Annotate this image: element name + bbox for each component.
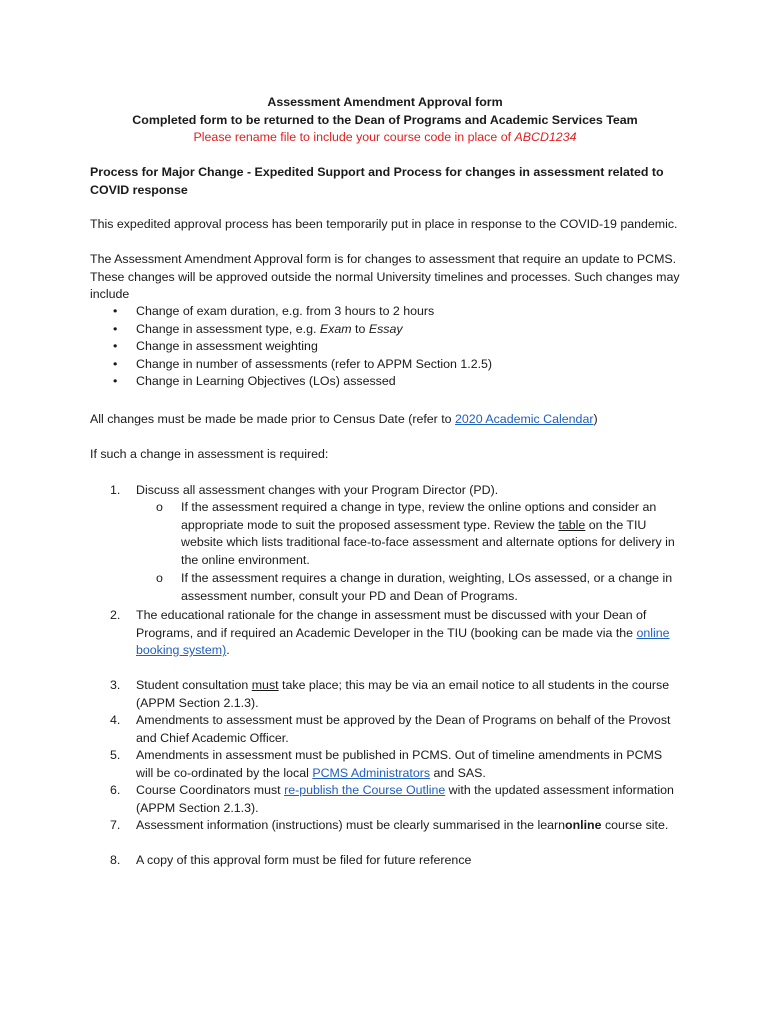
step-5 xyxy=(90,747,680,782)
census-text: All changes must be made be made prior to Census Date (refer to xyxy=(90,412,456,426)
step-8 xyxy=(90,852,680,870)
step-1 xyxy=(90,482,680,500)
must-word: must xyxy=(251,678,279,692)
process-heading: Process for Major Change - Expedited Support and Process for changes in assessment related to COVID response xyxy=(90,165,664,197)
step-6 xyxy=(90,782,680,817)
sub-text: If the assessment requires a change in duration, weighting, LOs assessed, or a change in assessment number, consult your PD and Dean of Programs. xyxy=(181,571,673,603)
learnonline-bold: online xyxy=(565,818,602,832)
sub-text-prefix: If the assessment required a change in type, review the online options and consider an appropriate mode to suit the proposed assessment type. Review the xyxy=(181,500,657,532)
list-item: • Change of exam duration, e.g. from 3 hours to 2 hours xyxy=(90,303,690,321)
list-item: • Change in assessment weighting xyxy=(90,338,690,356)
step-text-suffix: and SAS. xyxy=(430,765,486,780)
step-number: 1. xyxy=(110,483,121,497)
form-title: Assessment Amendment Approval form xyxy=(267,95,503,109)
census-suffix: ) xyxy=(593,412,598,426)
sub-text-suffix: on the TIU website which lists traditional face-to-face assessment and alternate options for delivery in the online environment. xyxy=(181,517,675,567)
step-1-subitem-type xyxy=(156,499,686,569)
step-number: 6. xyxy=(110,783,121,797)
course-code-placeholder: ABCD1234 xyxy=(514,130,577,144)
step-text-prefix: Assessment information (instructions) must be clearly summarised in the learn xyxy=(136,818,566,832)
changes-list xyxy=(90,303,690,391)
sub-bullet: o xyxy=(156,571,163,585)
online-booking-link[interactable]: online booking system) xyxy=(136,625,670,658)
list-item: • Change in number of assessments (refer to APPM Section 1.2.5) xyxy=(90,356,690,374)
step-text: A copy of this approval form must be filed for future reference xyxy=(136,853,472,867)
step-number: 3. xyxy=(110,678,121,692)
step-4 xyxy=(90,712,680,747)
step-text-suffix: course site. xyxy=(601,818,669,832)
step-text: Discuss all assessment changes with your Program Director (PD). xyxy=(136,483,499,497)
step-text xyxy=(136,677,680,712)
list-item-exam: Exam xyxy=(319,321,352,336)
table-word: table xyxy=(558,517,586,532)
step-7 xyxy=(90,817,680,835)
step-number: 7. xyxy=(110,818,121,832)
intro-paragraph: This expedited approval process has been temporarily put in place in response to the COVID-19 pandemic. xyxy=(90,217,678,231)
step-text xyxy=(136,817,680,835)
list-item: • Change in Learning Objectives (LOs) assessed xyxy=(90,373,690,391)
sub-bullet: o xyxy=(156,500,163,514)
step-3 xyxy=(90,677,680,712)
list-item xyxy=(90,321,690,339)
rename-note-text: Please rename file to include your course code in place of xyxy=(193,130,515,144)
form-subtitle: Completed form to be returned to the Dean of Programs and Academic Services Team xyxy=(132,113,638,127)
step-number: 5. xyxy=(110,748,121,762)
step-text xyxy=(136,747,680,782)
step-number: 2. xyxy=(110,608,121,622)
pcms-administrators-link[interactable]: PCMS Administrators xyxy=(312,765,431,780)
step-text-suffix: with the updated assessment information (APPM Section 2.1.3). xyxy=(136,783,674,815)
step-text-suffix: take place; this may be via an email notice to all students in the course (APPM Section 2.1.3). xyxy=(136,678,670,710)
census-paragraph xyxy=(90,411,690,429)
republish-course-outline-link[interactable]: re-publish the Course Outline xyxy=(284,783,446,797)
required-intro: If such a change in assessment is required: xyxy=(90,447,329,461)
list-item-text: Change in assessment type, e.g. xyxy=(136,321,320,336)
list-item-essay: Essay xyxy=(368,321,403,336)
rename-note xyxy=(0,129,770,147)
step-2 xyxy=(90,607,680,660)
step-text-prefix: Student consultation xyxy=(136,678,252,692)
step-1-subitem-duration xyxy=(156,570,686,605)
step-text-prefix: Course Coordinators must xyxy=(136,783,285,797)
sub-text xyxy=(181,499,686,569)
step-number: 4. xyxy=(110,713,121,727)
list-item-to: to xyxy=(351,321,369,336)
step-text: Amendments to assessment must be approved by the Dean of Programs on behalf of the Provost and Chief Academic Officer. xyxy=(136,713,671,745)
intro-description: The Assessment Amendment Approval form is for changes to assessment that require an update to PCMS. These changes will be approved outside the normal University timelines and processes. Such changes may include xyxy=(90,252,680,302)
step-text-prefix: Amendments in assessment must be published in PCMS. Out of timeline amendments in PCMS will be co-ordinated by the local xyxy=(136,748,663,780)
step-text-suffix: . xyxy=(226,643,230,658)
step-text-prefix: The educational rationale for the change in assessment must be discussed with your Dean of Programs, and if required an Academic Developer in the TIU (booking can be made via the xyxy=(136,608,647,640)
academic-calendar-link[interactable]: 2020 Academic Calendar xyxy=(455,412,594,426)
step-text xyxy=(136,782,680,817)
step-number: 8. xyxy=(110,853,121,867)
step-text xyxy=(136,607,680,660)
